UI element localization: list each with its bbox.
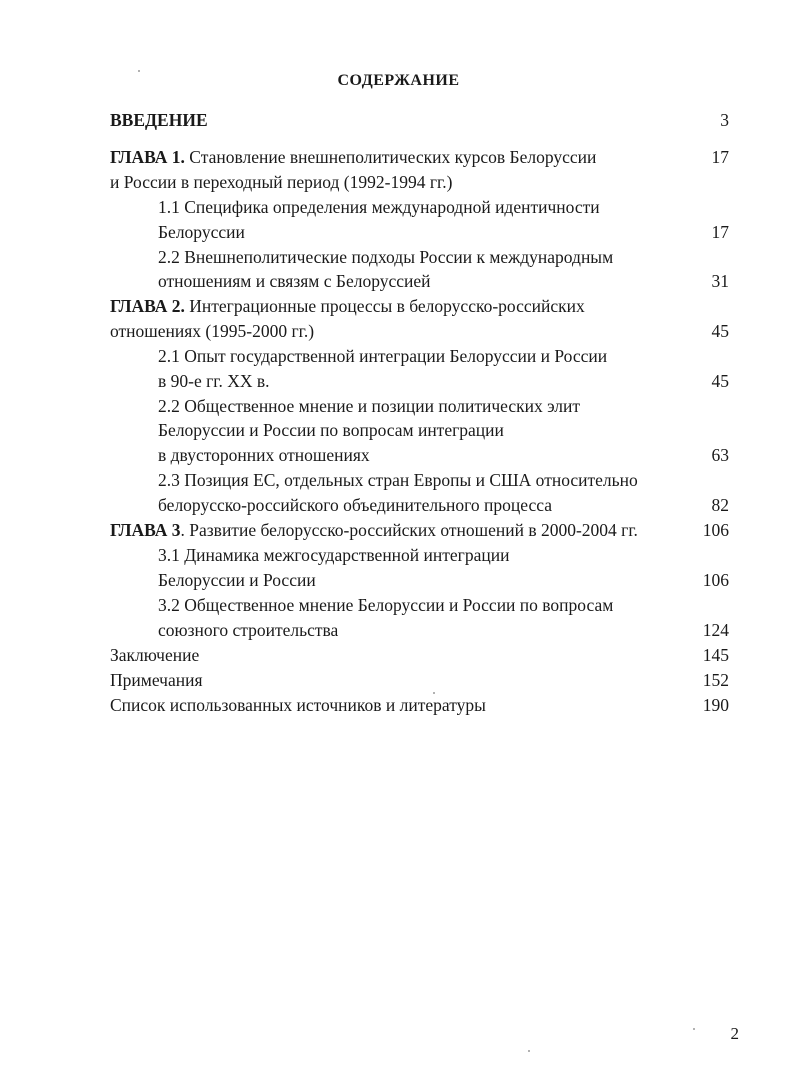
chapter-title: Становление внешнеполитических курсов Белоруссии xyxy=(184,147,597,167)
toc-page-number: 152 xyxy=(702,670,729,690)
toc-entry-intro xyxy=(0,108,797,132)
toc-page-number: 31 xyxy=(711,271,729,291)
toc-page-number: 145 xyxy=(702,645,729,665)
section-title: 3.1 Динамика межгосударственной интеграции xyxy=(158,545,510,565)
page-number: 2 xyxy=(730,1024,739,1043)
toc-entry-label xyxy=(110,145,596,169)
toc-entry-section-3-2 xyxy=(0,593,797,617)
section-title-cont: Белоруссии и России по вопросам интеграции xyxy=(158,420,504,440)
toc-page-number: 17 xyxy=(711,147,729,167)
section-title-cont: Белоруссии xyxy=(158,222,245,242)
scan-speck xyxy=(528,1050,530,1052)
toc-page-number: 17 xyxy=(711,222,729,242)
section-title: 3.2 Общественное мнение Белоруссии и России по вопросам xyxy=(158,595,614,615)
section-title: 1.1 Специфика определения международной идентичности xyxy=(158,197,600,217)
chapter-title-cont: и России в переходный период (1992-1994 гг.) xyxy=(110,172,453,192)
section-title-cont: отношениям и связям с Белоруссией xyxy=(158,271,431,291)
toc-entry-label xyxy=(110,294,585,318)
toc-entry-sources xyxy=(0,693,797,717)
section-title-cont: Белоруссии и России xyxy=(158,570,316,590)
toc-entry-label: Заключение xyxy=(110,645,200,665)
toc-entry-chapter-2 xyxy=(0,294,797,318)
toc-page-number: 106 xyxy=(702,520,729,540)
toc-entry-label: Примечания xyxy=(110,670,203,690)
toc-entry-chapter-1 xyxy=(0,145,797,169)
toc-entry-section-2-2-cont2 xyxy=(0,443,797,467)
toc-entry-section-1-2 xyxy=(0,245,797,269)
toc-page-number: 106 xyxy=(702,570,729,590)
toc-entry-chapter-1-cont xyxy=(0,170,797,194)
toc-entry-section-3-2-cont xyxy=(0,618,797,642)
section-title-cont: союзного строительства xyxy=(158,620,339,640)
section-title-cont: в 90-е гг. XX в. xyxy=(158,371,270,391)
toc-page-number: 124 xyxy=(702,620,729,640)
section-title: 2.3 Позиция ЕС, отдельных стран Европы и США относительно xyxy=(158,470,638,490)
toc-entry-section-2-3-cont xyxy=(0,493,797,517)
toc-entry-section-3-1-cont xyxy=(0,568,797,592)
section-title: 2.1 Опыт государственной интеграции Белоруссии и России xyxy=(158,346,608,366)
toc-page-number: 82 xyxy=(711,495,729,515)
chapter-title-cont: отношениях (1995-2000 гг.) xyxy=(110,321,315,341)
toc-entry-section-2-2 xyxy=(0,394,797,418)
scan-speck xyxy=(433,692,435,694)
toc-page-number: 45 xyxy=(711,321,729,341)
section-title: 2.2 Внешнеполитические подходы России к международным xyxy=(158,247,614,267)
toc-entry-label: ВВЕДЕНИЕ xyxy=(110,110,208,130)
toc-entry-chapter-3 xyxy=(0,518,797,542)
toc-entry-chapter-2-cont xyxy=(0,319,797,343)
toc-entry-section-1-2-cont xyxy=(0,269,797,293)
toc-page-number: 63 xyxy=(711,445,729,465)
toc-page-number: 190 xyxy=(702,695,729,715)
toc-page-number: 3 xyxy=(720,110,729,130)
toc-entry-label xyxy=(110,518,638,542)
toc-entry-section-2-1-cont xyxy=(0,369,797,393)
chapter-label: ГЛАВА 1. xyxy=(110,147,185,167)
toc-entry-section-2-2-cont xyxy=(0,418,797,442)
chapter-title: . Развитие белорусско-российских отношений в 2000-2004 гг. xyxy=(180,520,638,540)
toc-entry-label: Список использованных источников и литературы xyxy=(110,695,486,715)
toc-title: СОДЕРЖАНИЕ xyxy=(337,72,460,89)
chapter-label: ГЛАВА 3 xyxy=(110,520,181,540)
toc-entry-conclusion xyxy=(0,643,797,667)
scan-speck xyxy=(138,70,140,72)
toc-entry-section-1-1-cont xyxy=(0,220,797,244)
toc-page-number: 45 xyxy=(711,371,729,391)
section-title-cont: в двусторонних отношениях xyxy=(158,445,370,465)
section-title: 2.2 Общественное мнение и позиции политических элит xyxy=(158,396,581,416)
toc-entry-section-1-1 xyxy=(0,195,797,219)
scan-speck xyxy=(693,1028,695,1030)
section-title-cont: белорусско-российского объединительного процесса xyxy=(158,495,552,515)
toc-entry-section-2-1 xyxy=(0,344,797,368)
toc-entry-section-2-3 xyxy=(0,468,797,492)
toc-entry-section-3-1 xyxy=(0,543,797,567)
toc-entry-notes xyxy=(0,668,797,692)
chapter-title: Интеграционные процессы в белорусско-российских xyxy=(184,296,585,316)
chapter-label: ГЛАВА 2. xyxy=(110,296,185,316)
